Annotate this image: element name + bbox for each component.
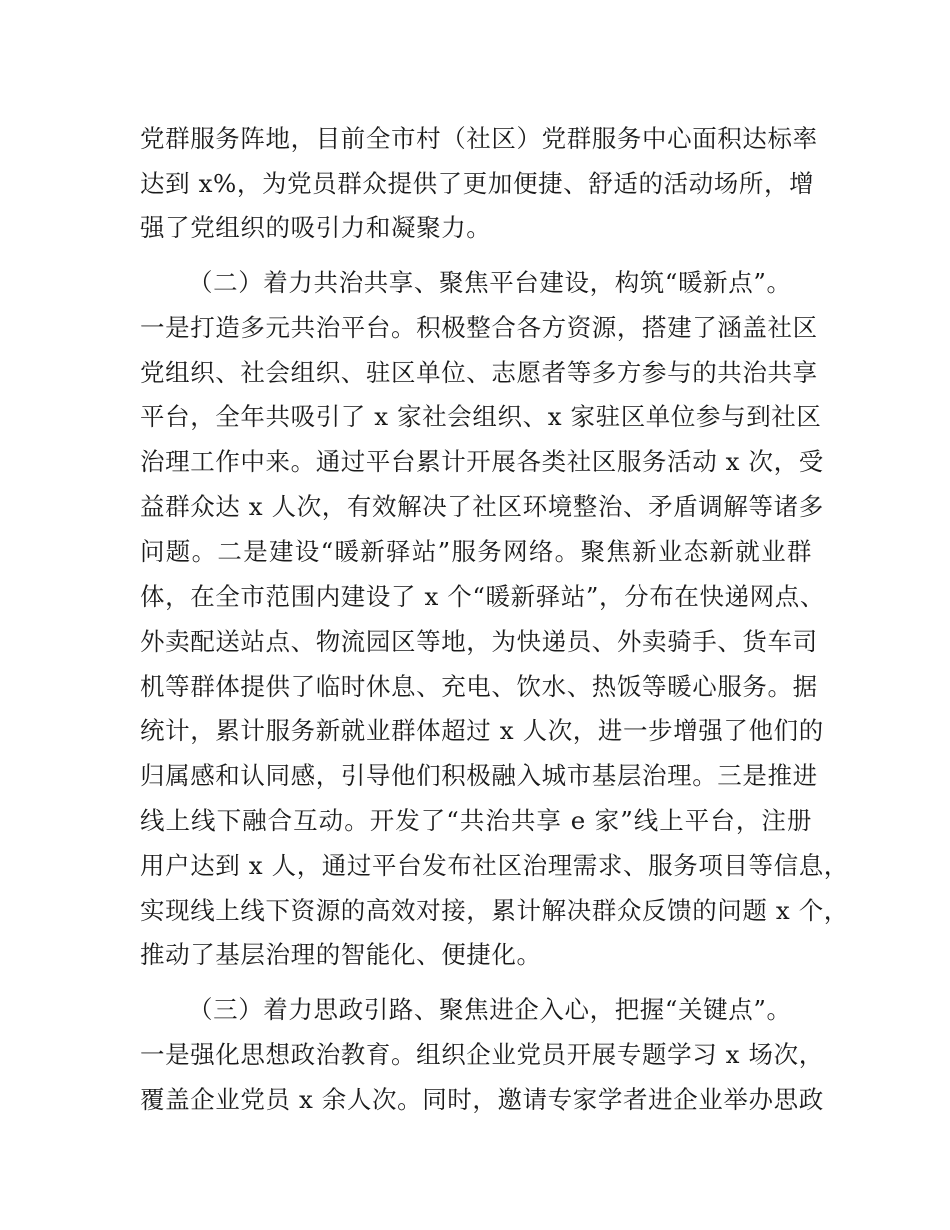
paragraph-2-line-4: 平台，全年共吸引了 x 家社会组织、x 家驻区单位参与到社区 [140, 402, 822, 431]
paragraph-2-line-14: 用户达到 x 人，通过平台发布社区治理需求、服务项目等信息， [140, 851, 849, 880]
paragraph-2-line-13: 线上线下融合互动。开发了“共治共享 e 家”线上平台，注册 [140, 806, 812, 835]
paragraph-2-line-7: 问题。二是建设“暖新驿站”服务网络。聚焦新业态新就业群 [140, 537, 812, 566]
paragraph-2-line-8: 体，在全市范围内建设了 x 个“暖新驿站”，分布在快递网点、 [140, 582, 825, 611]
paragraph-1-line-3: 强了党组织的吸引力和凝聚力。 [140, 213, 492, 242]
paragraph-2-line-3: 党组织、社会组织、驻区单位、志愿者等多方参与的共治共享 [140, 358, 818, 387]
paragraph-3-line-2: 一是强化思想政治教育。组织企业党员开展专题学习 x 场次， [140, 1040, 824, 1069]
paragraph-2-heading: （二）着力共治共享、聚焦平台建设，构筑“暖新点”。 [188, 268, 792, 297]
paragraph-2-line-5: 治理工作中来。通过平台累计开展各类社区服务活动 x 次，受 [140, 447, 824, 476]
paragraph-2-line-6: 益群众达 x 人次，有效解决了社区环境整治、矛盾调解等诸多 [140, 492, 824, 521]
paragraph-2-line-12: 归属感和认同感，引导他们积极融入城市基层治理。三是推进 [140, 761, 818, 790]
paragraph-2-line-15: 实现线上线下资源的高效对接，累计解决群众反馈的问题 x 个， [140, 896, 849, 925]
paragraph-2-line-10: 机等群体提供了临时休息、充电、饮水、热饭等暖心服务。据 [140, 672, 818, 701]
paragraph-3-line-3: 覆盖企业党员 x 余人次。同时，邀请专家学者进企业举办思政 [140, 1085, 824, 1114]
paragraph-2-line-2: 一是打造多元共治平台。积极整合各方资源，搭建了涵盖社区 [140, 313, 818, 342]
paragraph-2-line-11: 统计，累计服务新就业群体超过 x 人次，进一步增强了他们的 [140, 716, 824, 745]
paragraph-2-line-16: 推动了基层治理的智能化、便捷化。 [140, 940, 542, 969]
paragraph-3-heading: （三）着力思政引路、聚焦进企入心，把握“关键点”。 [188, 995, 792, 1024]
paragraph-1-line-2: 达到 x%，为党员群众提供了更加便捷、舒适的活动场所，增 [140, 169, 815, 198]
paragraph-2-line-9: 外卖配送站点、物流园区等地，为快递员、外卖骑手、货车司 [140, 627, 818, 656]
paragraph-1-line-1: 党群服务阵地，目前全市村（社区）党群服务中心面积达标率 [140, 124, 818, 153]
